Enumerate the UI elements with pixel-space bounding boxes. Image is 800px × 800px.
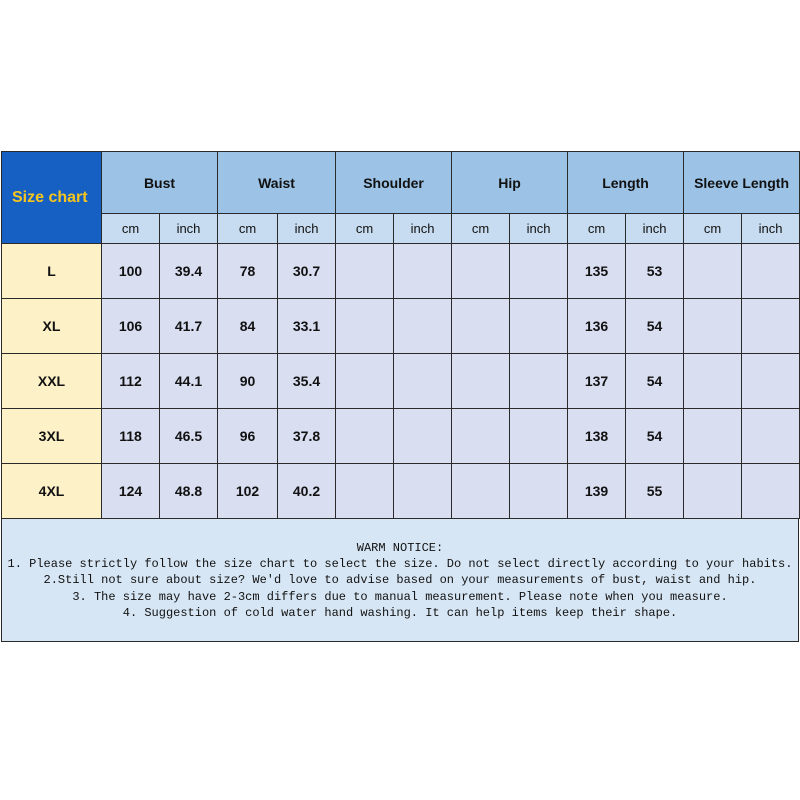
size-label: 4XL — [2, 464, 102, 519]
value-cell: 135 — [568, 244, 626, 299]
bust-header: Bust — [102, 152, 218, 214]
unit-cell: cm — [336, 214, 394, 244]
size-label: XXL — [2, 354, 102, 409]
value-cell — [742, 299, 800, 354]
value-cell: 138 — [568, 409, 626, 464]
value-cell — [336, 354, 394, 409]
size-chart-label: Size chart — [2, 152, 102, 244]
unit-cell: cm — [102, 214, 160, 244]
unit-cell: cm — [452, 214, 510, 244]
unit-cell: cm — [684, 214, 742, 244]
value-cell — [742, 409, 800, 464]
measure-header-row — [2, 152, 800, 214]
value-cell: 100 — [102, 244, 160, 299]
value-cell — [510, 244, 568, 299]
value-cell: 54 — [626, 354, 684, 409]
value-cell: 78 — [218, 244, 278, 299]
size-row — [2, 409, 800, 464]
value-cell — [452, 354, 510, 409]
size-row — [2, 354, 800, 409]
size-row — [2, 244, 800, 299]
value-cell: 136 — [568, 299, 626, 354]
sleeve-length-header: Sleeve Length — [684, 152, 800, 214]
value-cell: 106 — [102, 299, 160, 354]
value-cell — [510, 299, 568, 354]
value-cell — [742, 354, 800, 409]
notice-line: 2.Still not sure about size? We'd love to advise based on your measurements of bust, waist and hip. — [43, 573, 757, 588]
value-cell — [452, 409, 510, 464]
unit-header-row — [2, 214, 800, 244]
value-cell: 33.1 — [278, 299, 336, 354]
value-cell — [452, 299, 510, 354]
unit-cell: inch — [394, 214, 452, 244]
size-row — [2, 464, 800, 519]
value-cell — [394, 299, 452, 354]
waist-header: Waist — [218, 152, 336, 214]
value-cell: 139 — [568, 464, 626, 519]
value-cell: 124 — [102, 464, 160, 519]
value-cell — [336, 409, 394, 464]
value-cell: 53 — [626, 244, 684, 299]
unit-cell: cm — [218, 214, 278, 244]
value-cell — [336, 299, 394, 354]
value-cell: 37.8 — [278, 409, 336, 464]
value-cell — [684, 464, 742, 519]
value-cell — [742, 464, 800, 519]
value-cell: 44.1 — [160, 354, 218, 409]
size-chart — [1, 151, 799, 642]
value-cell: 84 — [218, 299, 278, 354]
value-cell: 96 — [218, 409, 278, 464]
unit-cell: inch — [742, 214, 800, 244]
value-cell — [510, 354, 568, 409]
value-cell — [742, 244, 800, 299]
value-cell: 39.4 — [160, 244, 218, 299]
value-cell: 112 — [102, 354, 160, 409]
value-cell — [684, 299, 742, 354]
unit-cell: inch — [626, 214, 684, 244]
value-cell: 55 — [626, 464, 684, 519]
value-cell: 54 — [626, 299, 684, 354]
notice-line: 3. The size may have 2-3cm differs due to manual measurement. Please note when you measure. — [72, 589, 728, 604]
value-cell — [394, 354, 452, 409]
value-cell: 41.7 — [160, 299, 218, 354]
value-cell — [336, 464, 394, 519]
value-cell — [394, 464, 452, 519]
value-cell — [684, 409, 742, 464]
notice-line: 4. Suggestion of cold water hand washing. It can help items keep their shape. — [122, 605, 678, 620]
hip-header: Hip — [452, 152, 568, 214]
unit-cell: inch — [160, 214, 218, 244]
value-cell: 40.2 — [278, 464, 336, 519]
value-cell: 137 — [568, 354, 626, 409]
size-table — [1, 151, 800, 519]
value-cell: 102 — [218, 464, 278, 519]
value-cell: 46.5 — [160, 409, 218, 464]
size-row — [2, 299, 800, 354]
value-cell — [336, 244, 394, 299]
value-cell — [510, 464, 568, 519]
size-label: L — [2, 244, 102, 299]
value-cell — [684, 244, 742, 299]
shoulder-header: Shoulder — [336, 152, 452, 214]
notice-title: WARM NOTICE: — [356, 541, 444, 555]
unit-cell: cm — [568, 214, 626, 244]
value-cell: 48.8 — [160, 464, 218, 519]
value-cell — [394, 244, 452, 299]
value-cell: 90 — [218, 354, 278, 409]
notice-line: 1. Please strictly follow the size chart to select the size. Do not select directly according to your habits. — [7, 557, 793, 572]
value-cell — [394, 409, 452, 464]
value-cell: 54 — [626, 409, 684, 464]
size-label: XL — [2, 299, 102, 354]
size-label: 3XL — [2, 409, 102, 464]
length-header: Length — [568, 152, 684, 214]
value-cell — [452, 464, 510, 519]
value-cell: 35.4 — [278, 354, 336, 409]
value-cell — [510, 409, 568, 464]
unit-cell: inch — [278, 214, 336, 244]
warm-notice-box — [1, 519, 799, 642]
value-cell: 118 — [102, 409, 160, 464]
value-cell: 30.7 — [278, 244, 336, 299]
value-cell — [452, 244, 510, 299]
unit-cell: inch — [510, 214, 568, 244]
value-cell — [684, 354, 742, 409]
